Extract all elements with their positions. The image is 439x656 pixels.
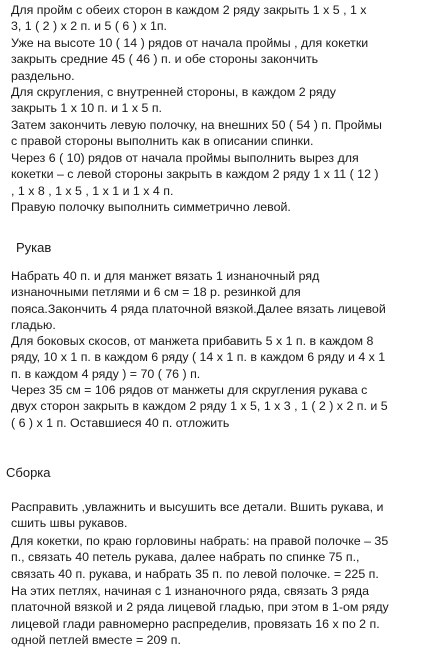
text-line: одной петлей вместе = 209 п.	[11, 633, 181, 648]
text-line: с правой стороны выполнить как в описании спинки.	[11, 134, 314, 149]
text-line: Расправить ,увлажнить и высушить все детали. Вшить рукава, и	[11, 500, 384, 514]
paragraph-rounding	[11, 84, 435, 117]
text-line: п. в каждом 4 ряду ) = 70 ( 76 ) п.	[11, 366, 201, 381]
text-line: Для скругления, с внутренней стороны, в каждом 2 ряду	[11, 85, 336, 99]
text-line: ряду, 10 х 1 п. в каждом 6 ряду ( 14 х 1 п. в каждом 6 ряду и 4 х 1	[11, 350, 386, 365]
text-line: Набрать 40 п. и для манжет вязать 1 изнаночный ряд	[11, 269, 320, 283]
text-line: , 1 х 8 , 1 х 5 , 1 х 1 и 1 х 4 п.	[11, 183, 174, 198]
text-line: На этих петлях, начиная с 1 изнаночного ряда, связать 3 ряда	[11, 584, 370, 598]
paragraph-yoke-knitting	[11, 583, 435, 649]
text-line: п., связать 40 петель рукава, далее набрать по спинке 75 п.,	[11, 550, 360, 565]
paragraph-yoke-close	[11, 35, 435, 84]
paragraph-finishing	[11, 499, 435, 532]
text-line: Для пройм с обеих сторон в каждом 2 ряду закрыть 1 х 5 , 1 х	[11, 3, 367, 17]
text-line: гладью.	[11, 318, 56, 333]
paragraph-right-front	[11, 199, 435, 215]
text-line: Для боковых скосов, от манжета прибавить 5 х 1 п. в каждом 8	[11, 334, 374, 348]
text-line: платочной вязкой и 2 ряда лицевой гладью, при этом в 1-ом ряду	[11, 600, 389, 615]
text-line: изнаночными петлями и 6 см = 18 р. резинкой для	[11, 285, 301, 300]
text-line: закрыть средние 45 ( 46 ) п. и обе стороны закончить	[11, 52, 319, 67]
text-line: кокетки – с левой стороны закрыть в каждом 2 ряду 1 х 11 ( 12 )	[11, 167, 379, 182]
section-heading-sleeve: Рукав	[16, 240, 52, 255]
text-line: лицевой глади равномерно распределив, провязать 16 х по 2 п.	[11, 616, 380, 631]
text-line: 3, 1 ( 2 ) х 2 п. и 5 ( 6 ) х 1п.	[11, 19, 167, 34]
text-line: связать 40 п. рукава, и набрать 35 п. по левой полочке. = 225 п.	[11, 566, 379, 581]
paragraph-side-increases	[11, 333, 435, 382]
paragraph-neck-cutout	[11, 150, 435, 199]
paragraph-sleeve-cap	[11, 382, 435, 431]
text-line: Правую полочку выполнить симметрично левой.	[11, 200, 291, 214]
text-line: пояса.Закончить 4 ряда платочной вязкой.Далее вязать лицевой	[11, 301, 386, 316]
text-line: закрыть 1 х 10 п. и 1 х 5 п.	[11, 101, 162, 116]
text-line: Через 35 см = 106 рядов от манжеты для скругления рукава с	[11, 383, 368, 397]
paragraph-left-front	[11, 117, 435, 150]
text-line: двух сторон закрыть в каждом 2 ряду 1 х 5, 1 х 3 , 1 ( 2 ) х 2 п. и 5	[11, 399, 388, 414]
section-heading-assembly: Сборка	[6, 465, 51, 480]
paragraph-yoke-pickup	[11, 533, 435, 582]
text-line: раздельно.	[11, 68, 75, 83]
text-line: Уже на высоте 10 ( 14 ) рядов от начала проймы , для кокетки	[11, 36, 369, 50]
text-line: Для кокетки, по краю горловины набрать: на правой полочке – 35	[11, 534, 389, 548]
paragraph-cast-on	[11, 268, 435, 334]
paragraph-armhole	[11, 2, 435, 35]
text-line: Через 6 ( 10) рядов от начала проймы выполнить вырез для	[11, 151, 359, 165]
text-line: Затем закончить левую полочку, на внешних 50 ( 54 ) п. Проймы	[11, 118, 382, 132]
text-line: ( 6 ) х 1 п. Оставшиеся 40 п. отложить	[11, 415, 230, 430]
text-line: сшить швы рукавов.	[11, 516, 128, 531]
